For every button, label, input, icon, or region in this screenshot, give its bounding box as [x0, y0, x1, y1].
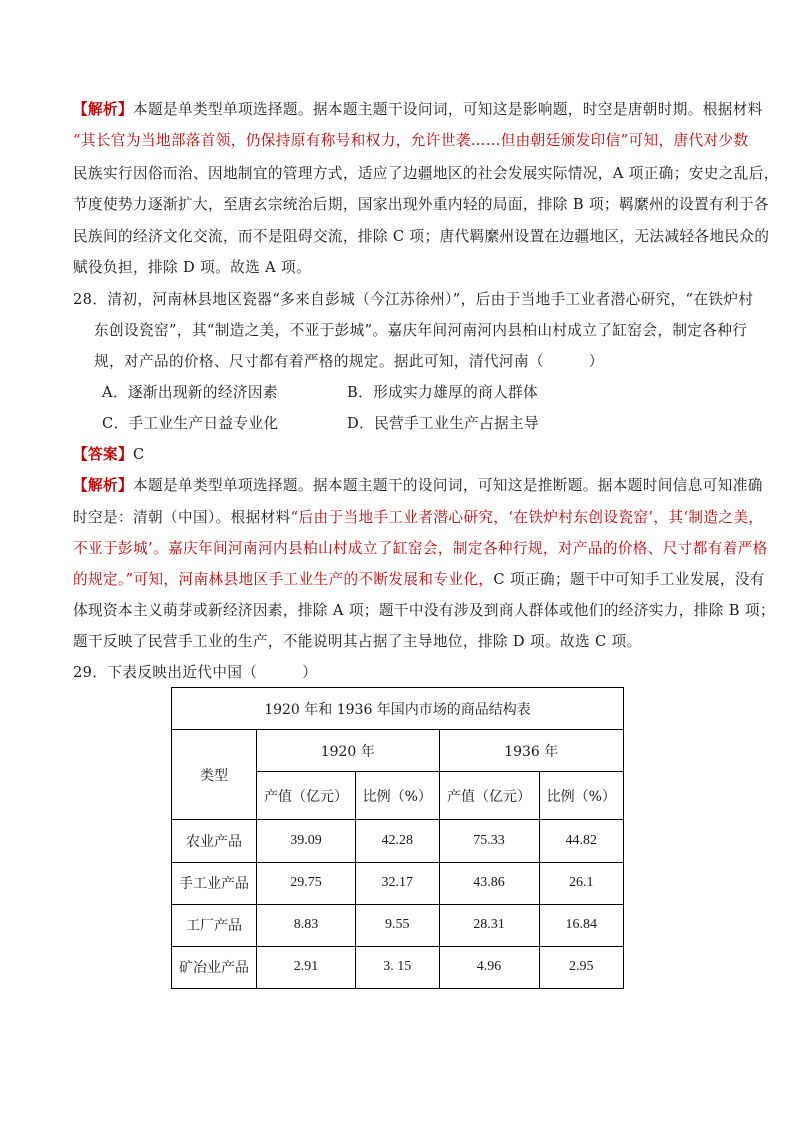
value-1920: 29.75 [257, 862, 356, 904]
analysis-27-line-5: 民族间的经济文化交流，而不是阻碍交流，排除 C 项；唐代羁縻州设置在边疆地区，无法减轻各地民众的 [73, 228, 770, 245]
value-1936: 28.31 [439, 904, 539, 946]
type-header: 类型 [172, 730, 257, 820]
row-type: 矿冶业产品 [172, 946, 257, 988]
analysis-tag: 【解析】 [73, 101, 133, 118]
analysis-27-line-6: 赋役负担，排除 D 项。故选 A 项。 [73, 259, 312, 276]
analysis-text: 本题是单类型单项选择题。据本题主题干设问词，可知这是影响题，时空是唐朝时期。根据材料 [132, 101, 763, 118]
ratio-1936: 2.95 [539, 946, 623, 988]
analysis-text: 本题是单类型单项选择题。据本题主题干的设问词，可知这是推断题。据本题时间信息可知准确 [132, 477, 763, 494]
value-1920: 39.09 [257, 820, 356, 862]
analysis-28-line-6: 题干反映了民营手工业的生产，不能说明其占据了主导地位，排除 D 项。故选 C 项。 [73, 633, 642, 650]
ratio-1920: 32.17 [356, 862, 439, 904]
analysis-28-line-2 [73, 508, 763, 528]
col-value-1936: 产值（亿元） [439, 772, 539, 820]
analysis-28-line-1 [73, 476, 763, 496]
analysis-text: 时空是：清朝（中国）。根据材料 [73, 509, 291, 526]
table-row [172, 946, 624, 988]
analysis-27-line-2: “其长官为当地部落首领，仍保持原有称号和权力，允许世袭……但由朝廷颁发印信”可知，唐代对少数 [73, 132, 749, 149]
analysis-27-line-3: 民族实行因俗而治、因地制宜的管理方式，适应了边疆地区的社会发展实际情况，A 项正确；安史之乱后， [73, 165, 779, 182]
analysis-quote: 的规定。”可知，河南林县地区手工业生产的不断发展和专业化， [73, 571, 494, 588]
row-type: 手工业产品 [172, 862, 257, 904]
ratio-1920: 3. 15 [356, 946, 439, 988]
option-c: C．手工业生产日益专业化 [102, 415, 279, 432]
analysis-28-line-3: 不亚于彭城’。嘉庆年间河南河内县柏山村成立了缸窑会，制定各种行规，对产品的价格、尺寸都有着严格 [73, 540, 768, 557]
year-1920-header: 1920 年 [257, 730, 439, 772]
question-29-stem: 29．下表反映出近代中国（ ） [73, 664, 318, 681]
ratio-1920: 42.28 [356, 820, 439, 862]
value-1936: 4.96 [439, 946, 539, 988]
analysis-28-line-5: 体现资本主义萌芽或新经济因素，排除 A 项；题干中没有涉及到商人群体或他们的经济实力，排除 B 项； [73, 602, 775, 619]
table-row [172, 904, 624, 946]
row-type: 农业产品 [172, 820, 257, 862]
commodity-structure-table [171, 687, 624, 989]
ratio-1920: 9.55 [356, 904, 439, 946]
value-1936: 75.33 [439, 820, 539, 862]
year-1936-header: 1936 年 [439, 730, 624, 772]
value-1920: 8.83 [257, 904, 356, 946]
answer-tag: 【答案】 [73, 446, 133, 463]
question-28-line-1: 28．清初，河南林县地区瓷器“多来自彭城（今江苏徐州）”，后由于当地手工业者潜心研究，“在铁炉村 [73, 291, 754, 308]
answer-28 [73, 445, 145, 465]
table-row [172, 862, 624, 904]
row-type: 工厂产品 [172, 904, 257, 946]
value-1920: 2.91 [257, 946, 356, 988]
col-ratio-1936: 比例（%） [539, 772, 623, 820]
question-28-line-3: 规，对产品的价格、尺寸都有着严格的规定。据此可知，清代河南（ ） [94, 353, 604, 370]
analysis-text: C 项正确；题干中可知手工业发展，没有 [493, 571, 765, 588]
table-caption: 1920 年和 1936 年国内市场的商品结构表 [172, 688, 624, 730]
analysis-quote: “后由于当地手工业者潜心研究，‘在铁炉村东创设瓷窑’，其‘制造之美， [290, 509, 764, 526]
analysis-27-line-1 [73, 100, 763, 120]
analysis-27-line-4: 节度使势力逐渐扩大，至唐玄宗统治后期，国家出现外重内轻的局面，排除 B 项；羁縻州的设置有利于各 [73, 196, 769, 213]
analysis-tag: 【解析】 [73, 477, 133, 494]
answer-value: C [132, 446, 145, 463]
option-b: B．形成实力雄厚的商人群体 [347, 384, 539, 401]
option-d: D．民营手工业生产占据主导 [347, 415, 540, 432]
ratio-1936: 44.82 [539, 820, 623, 862]
option-a: A．逐渐出现新的经济因素 [102, 384, 278, 401]
col-ratio-1920: 比例（%） [356, 772, 439, 820]
value-1936: 43.86 [439, 862, 539, 904]
table-row [172, 820, 624, 862]
col-value-1920: 产值（亿元） [257, 772, 356, 820]
ratio-1936: 16.84 [539, 904, 623, 946]
analysis-28-line-4 [73, 570, 765, 590]
ratio-1936: 26.1 [539, 862, 623, 904]
question-28-line-2: 东创设瓷窑”，其“制造之美，不亚于彭城”。嘉庆年间河南河内县柏山村成立了缸窑会，制定各种行 [94, 322, 748, 339]
